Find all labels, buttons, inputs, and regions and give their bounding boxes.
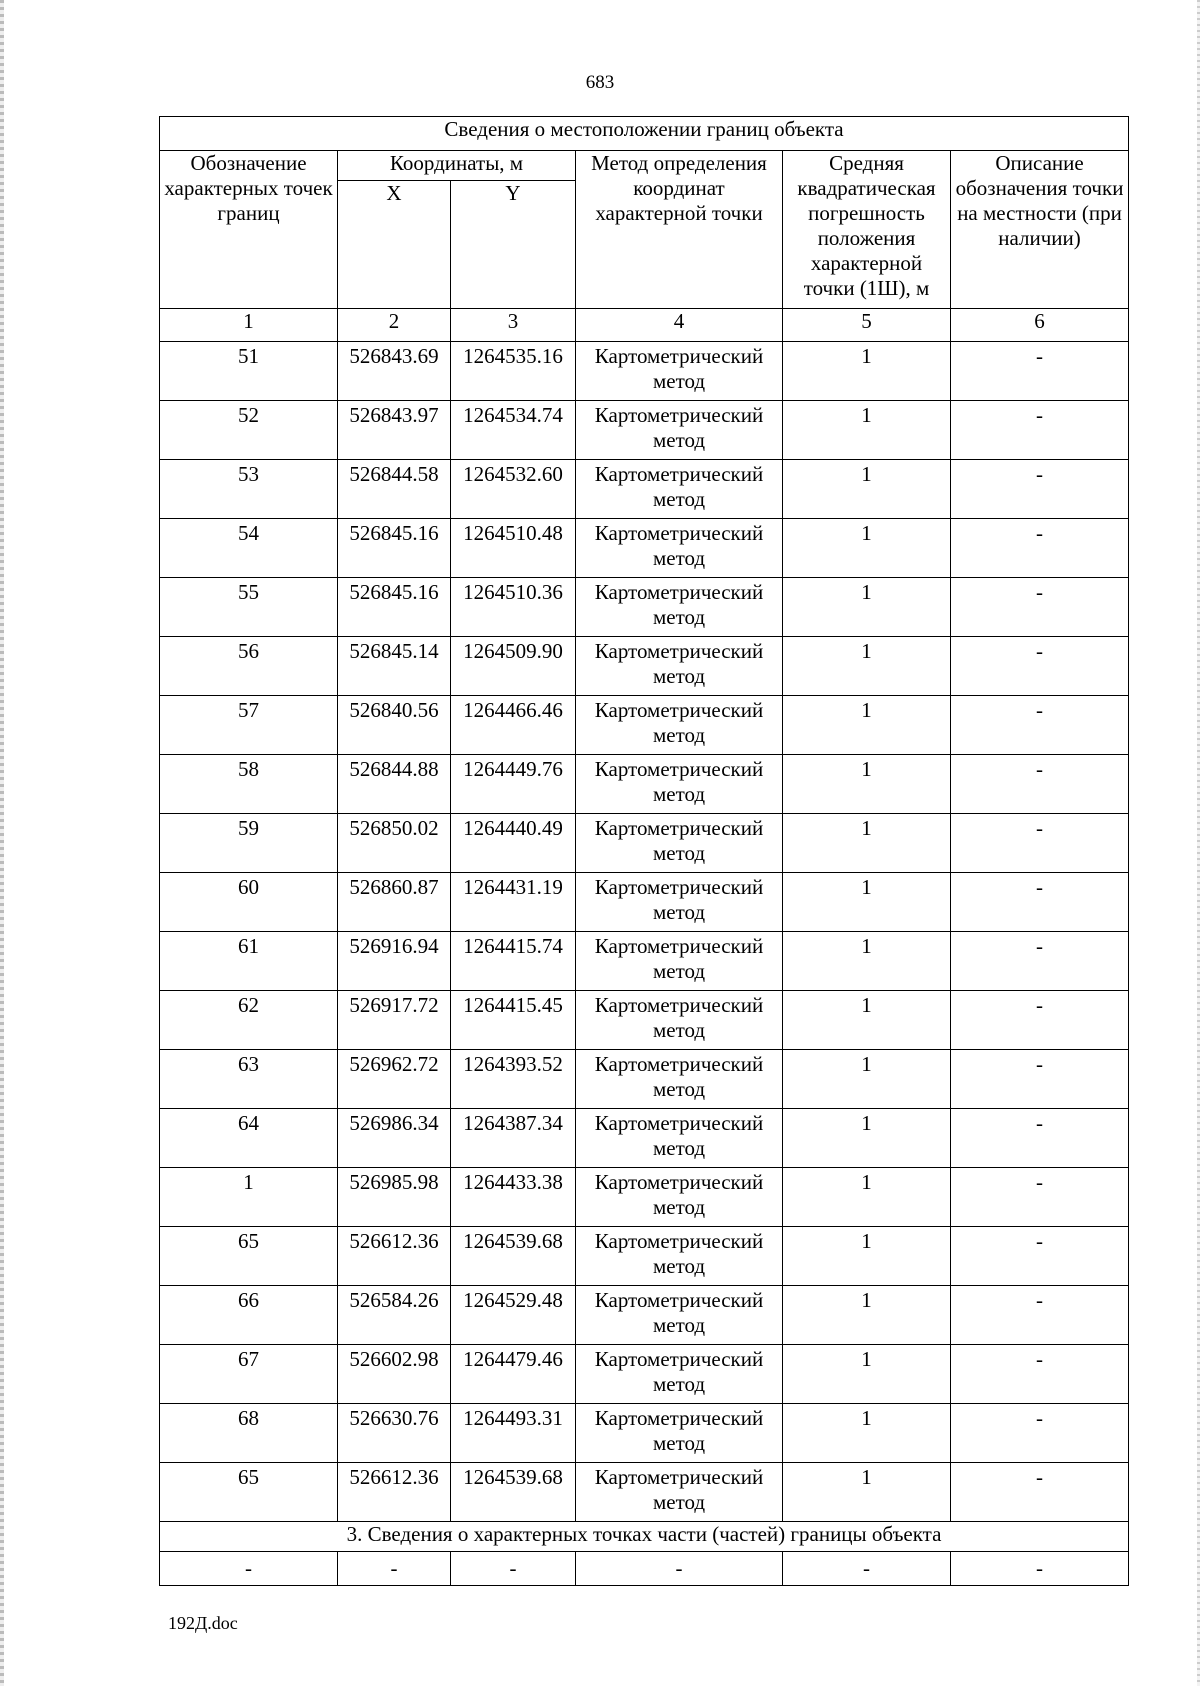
table-row — [160, 1345, 1129, 1404]
cell-description: - — [951, 1050, 1129, 1109]
cell-description: - — [951, 814, 1129, 873]
cell-method: Картометрический метод — [576, 637, 783, 696]
cell-x: 526845.16 — [338, 519, 451, 578]
table-title: Сведения о местоположении границ объекта — [160, 117, 1129, 151]
cell-description: - — [951, 1345, 1129, 1404]
cell-x: 526843.97 — [338, 401, 451, 460]
table-row — [160, 1404, 1129, 1463]
cell-method: Картометрический метод — [576, 1168, 783, 1227]
table-row — [160, 991, 1129, 1050]
empty-cell: - — [951, 1552, 1129, 1586]
header-coordinates: Координаты, м — [338, 151, 576, 181]
cell-description: - — [951, 873, 1129, 932]
cell-point: 65 — [160, 1463, 338, 1522]
cell-x: 526986.34 — [338, 1109, 451, 1168]
cell-point: 55 — [160, 578, 338, 637]
cell-point: 65 — [160, 1227, 338, 1286]
empty-cell: - — [783, 1552, 951, 1586]
cell-description: - — [951, 401, 1129, 460]
table-row — [160, 519, 1129, 578]
cell-description: - — [951, 460, 1129, 519]
cell-method: Картометрический метод — [576, 1050, 783, 1109]
header-error: Средняя квадратическая погрешность положения характерной точки (1Ш), м — [783, 151, 951, 309]
cell-point: 63 — [160, 1050, 338, 1109]
cell-y: 1264535.16 — [451, 342, 576, 401]
cell-method: Картометрический метод — [576, 578, 783, 637]
cell-error: 1 — [783, 1463, 951, 1522]
cell-description: - — [951, 1286, 1129, 1345]
cell-y: 1264534.74 — [451, 401, 576, 460]
cell-method: Картометрический метод — [576, 1227, 783, 1286]
cell-y: 1264510.48 — [451, 519, 576, 578]
cell-description: - — [951, 1109, 1129, 1168]
cell-y: 1264510.36 — [451, 578, 576, 637]
column-number: 6 — [951, 309, 1129, 342]
header-x: X — [338, 181, 451, 309]
cell-y: 1264415.45 — [451, 991, 576, 1050]
cell-y: 1264493.31 — [451, 1404, 576, 1463]
cell-y: 1264415.74 — [451, 932, 576, 991]
table-row — [160, 1463, 1129, 1522]
section-label: 3. Сведения о характерных точках части (частей) границы объекта — [160, 1522, 1129, 1552]
cell-point: 1 — [160, 1168, 338, 1227]
empty-cell: - — [160, 1552, 338, 1586]
cell-method: Картометрический метод — [576, 991, 783, 1050]
page-number: 683 — [585, 72, 615, 93]
cell-point: 62 — [160, 991, 338, 1050]
table-row — [160, 342, 1129, 401]
column-number: 5 — [783, 309, 951, 342]
cell-error: 1 — [783, 1404, 951, 1463]
cell-error: 1 — [783, 1227, 951, 1286]
table-row — [160, 1109, 1129, 1168]
cell-method: Картометрический метод — [576, 873, 783, 932]
table-row — [160, 696, 1129, 755]
cell-y: 1264539.68 — [451, 1463, 576, 1522]
table-row — [160, 932, 1129, 991]
cell-error: 1 — [783, 1345, 951, 1404]
column-number: 1 — [160, 309, 338, 342]
cell-point: 53 — [160, 460, 338, 519]
cell-x: 526845.14 — [338, 637, 451, 696]
table-row — [160, 401, 1129, 460]
cell-y: 1264393.52 — [451, 1050, 576, 1109]
cell-point: 67 — [160, 1345, 338, 1404]
cell-error: 1 — [783, 519, 951, 578]
cell-description: - — [951, 637, 1129, 696]
header-description: Описание обозначения точки на местности (при наличии) — [951, 151, 1129, 309]
cell-point: 51 — [160, 342, 338, 401]
cell-x: 526917.72 — [338, 991, 451, 1050]
empty-row — [160, 1552, 1129, 1586]
table-row — [160, 873, 1129, 932]
cell-point: 59 — [160, 814, 338, 873]
cell-description: - — [951, 755, 1129, 814]
cell-method: Картометрический метод — [576, 1404, 783, 1463]
cell-y: 1264433.38 — [451, 1168, 576, 1227]
header-y: Y — [451, 181, 576, 309]
cell-x: 526602.98 — [338, 1345, 451, 1404]
cell-point: 58 — [160, 755, 338, 814]
table-row — [160, 1286, 1129, 1345]
cell-method: Картометрический метод — [576, 1286, 783, 1345]
cell-method: Картометрический метод — [576, 932, 783, 991]
cell-error: 1 — [783, 637, 951, 696]
cell-method: Картометрический метод — [576, 755, 783, 814]
cell-error: 1 — [783, 873, 951, 932]
empty-cell: - — [338, 1552, 451, 1586]
header-point: Обозначение характерных точек границ — [160, 151, 338, 309]
column-number: 4 — [576, 309, 783, 342]
cell-x: 526840.56 — [338, 696, 451, 755]
cell-error: 1 — [783, 578, 951, 637]
cell-x: 526612.36 — [338, 1463, 451, 1522]
cell-error: 1 — [783, 1168, 951, 1227]
cell-error: 1 — [783, 814, 951, 873]
cell-point: 61 — [160, 932, 338, 991]
cell-description: - — [951, 932, 1129, 991]
cell-method: Картометрический метод — [576, 1463, 783, 1522]
table-row — [160, 755, 1129, 814]
cell-point: 68 — [160, 1404, 338, 1463]
table-row — [160, 637, 1129, 696]
cell-error: 1 — [783, 991, 951, 1050]
cell-description: - — [951, 578, 1129, 637]
cell-x: 526845.16 — [338, 578, 451, 637]
cell-method: Картометрический метод — [576, 1109, 783, 1168]
table-row — [160, 460, 1129, 519]
scan-edge-left — [0, 0, 4, 1686]
cell-y: 1264466.46 — [451, 696, 576, 755]
empty-cell: - — [451, 1552, 576, 1586]
header-method: Метод определения координат характерной точки — [576, 151, 783, 309]
cell-description: - — [951, 1463, 1129, 1522]
cell-x: 526843.69 — [338, 342, 451, 401]
cell-y: 1264449.76 — [451, 755, 576, 814]
cell-y: 1264479.46 — [451, 1345, 576, 1404]
cell-error: 1 — [783, 1109, 951, 1168]
cell-x: 526962.72 — [338, 1050, 451, 1109]
column-number: 2 — [338, 309, 451, 342]
footer-filename: 192Д.doc — [168, 1613, 238, 1633]
cell-x: 526916.94 — [338, 932, 451, 991]
cell-point: 60 — [160, 873, 338, 932]
cell-point: 57 — [160, 696, 338, 755]
cell-y: 1264387.34 — [451, 1109, 576, 1168]
cell-description: - — [951, 696, 1129, 755]
cell-description: - — [951, 342, 1129, 401]
cell-method: Картометрический метод — [576, 696, 783, 755]
cell-description: - — [951, 1168, 1129, 1227]
cell-x: 526850.02 — [338, 814, 451, 873]
cell-x: 526844.88 — [338, 755, 451, 814]
boundary-table — [159, 116, 1129, 1586]
cell-x: 526584.26 — [338, 1286, 451, 1345]
cell-y: 1264440.49 — [451, 814, 576, 873]
cell-method: Картометрический метод — [576, 460, 783, 519]
cell-description: - — [951, 1227, 1129, 1286]
table-row — [160, 1168, 1129, 1227]
cell-x: 526985.98 — [338, 1168, 451, 1227]
cell-method: Картометрический метод — [576, 519, 783, 578]
cell-x: 526630.76 — [338, 1404, 451, 1463]
cell-error: 1 — [783, 401, 951, 460]
section-row — [160, 1522, 1129, 1552]
cell-error: 1 — [783, 1286, 951, 1345]
cell-point: 66 — [160, 1286, 338, 1345]
cell-method: Картометрический метод — [576, 1345, 783, 1404]
cell-point: 56 — [160, 637, 338, 696]
cell-point: 64 — [160, 1109, 338, 1168]
cell-point: 52 — [160, 401, 338, 460]
cell-x: 526844.58 — [338, 460, 451, 519]
cell-y: 1264529.48 — [451, 1286, 576, 1345]
cell-error: 1 — [783, 696, 951, 755]
cell-description: - — [951, 519, 1129, 578]
table-row — [160, 1227, 1129, 1286]
cell-description: - — [951, 991, 1129, 1050]
cell-y: 1264539.68 — [451, 1227, 576, 1286]
cell-error: 1 — [783, 1050, 951, 1109]
cell-y: 1264532.60 — [451, 460, 576, 519]
cell-point: 54 — [160, 519, 338, 578]
cell-x: 526612.36 — [338, 1227, 451, 1286]
cell-method: Картометрический метод — [576, 342, 783, 401]
column-number-row — [160, 309, 1129, 342]
column-number: 3 — [451, 309, 576, 342]
cell-y: 1264509.90 — [451, 637, 576, 696]
table-title-row — [160, 117, 1129, 151]
cell-method: Картометрический метод — [576, 814, 783, 873]
table-row — [160, 578, 1129, 637]
table-row — [160, 814, 1129, 873]
cell-error: 1 — [783, 342, 951, 401]
cell-error: 1 — [783, 755, 951, 814]
header-row-1 — [160, 151, 1129, 181]
cell-x: 526860.87 — [338, 873, 451, 932]
cell-y: 1264431.19 — [451, 873, 576, 932]
cell-method: Картометрический метод — [576, 401, 783, 460]
cell-error: 1 — [783, 460, 951, 519]
cell-error: 1 — [783, 932, 951, 991]
table-row — [160, 1050, 1129, 1109]
empty-cell: - — [576, 1552, 783, 1586]
cell-description: - — [951, 1404, 1129, 1463]
